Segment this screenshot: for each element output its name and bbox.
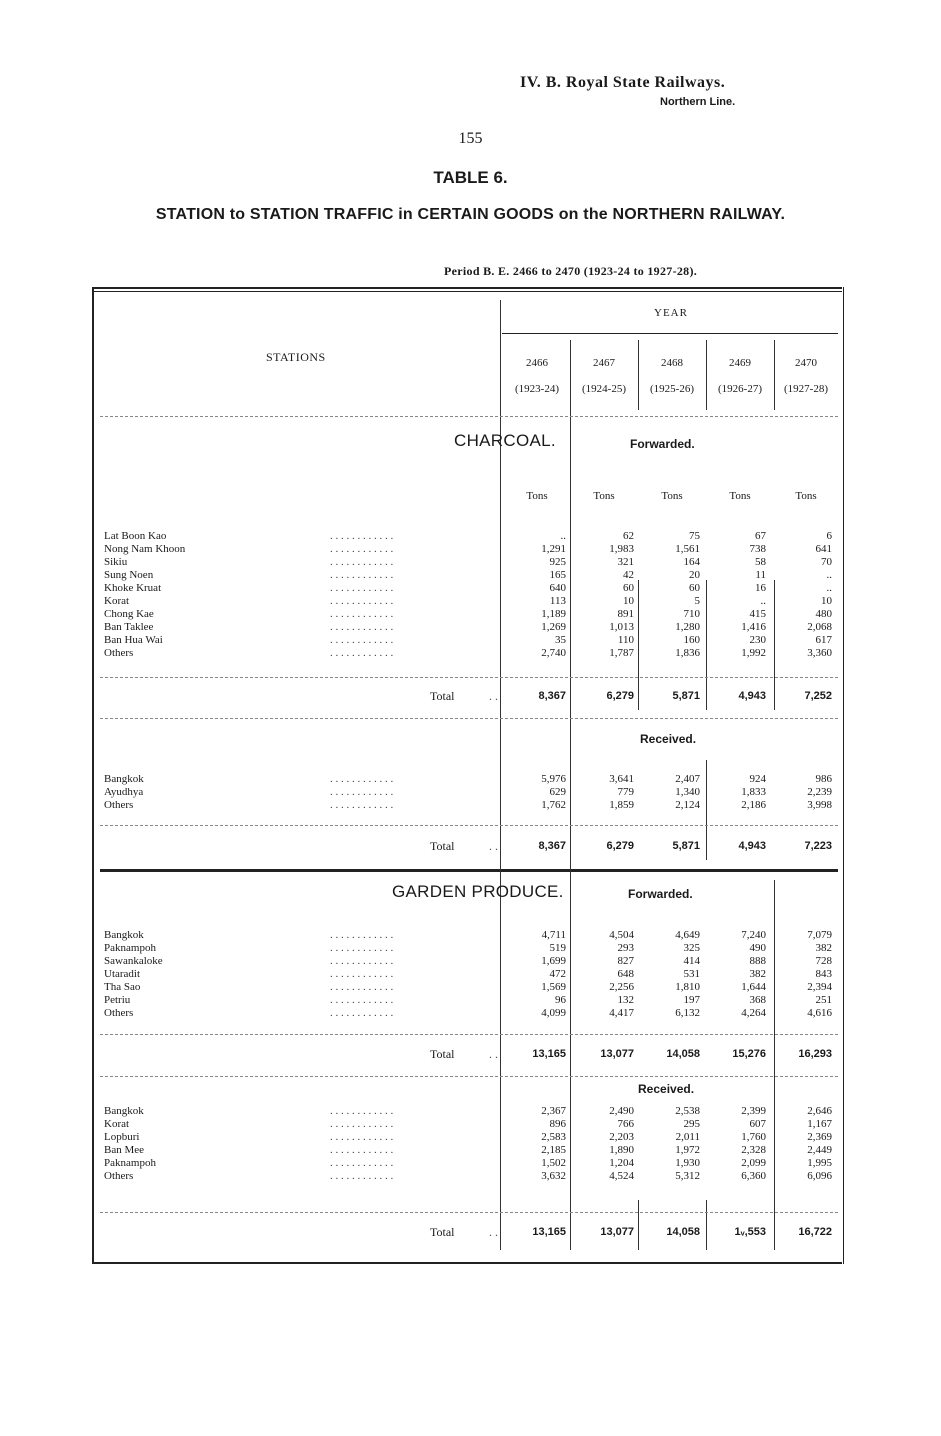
charcoal-section-title: CHARCOAL.	[454, 431, 556, 450]
leader-dots: . . . . . . . . . . . .	[330, 773, 394, 785]
tons-cell: 35	[555, 634, 566, 646]
leader-dots: . . . . . . . . . . . .	[330, 1007, 394, 1019]
station-name: Others	[104, 1007, 134, 1019]
tons-cell: 1,013	[609, 621, 634, 633]
tons-cell: 4,099	[541, 1007, 566, 1019]
table-row	[104, 608, 836, 621]
tons-cell: 5	[694, 595, 700, 607]
tons-cell: 321	[617, 556, 634, 568]
total-cell: 6,279	[606, 690, 634, 702]
column-divider	[638, 340, 639, 410]
tons-cell: 7,079	[807, 929, 832, 941]
tons-cell: 617	[815, 634, 832, 646]
total-rule	[100, 1212, 838, 1213]
leader-dots: . . . . . . . . . . . .	[330, 634, 394, 646]
leader-dots: . . . . . . . . . . . .	[330, 556, 394, 568]
stations-column-header: STATIONS	[266, 350, 326, 364]
total-cell: 14,058	[666, 1226, 700, 1238]
tons-cell: 1,204	[609, 1157, 634, 1169]
tons-cell: 6	[826, 530, 832, 542]
tons-cell: 843	[815, 968, 832, 980]
tons-cell: 766	[617, 1118, 634, 1130]
tons-cell: 11	[755, 569, 766, 581]
tons-cell: 2,449	[807, 1144, 832, 1156]
tons-cell: 2,011	[675, 1131, 700, 1143]
tons-cell: 490	[749, 942, 766, 954]
table-row	[104, 981, 836, 994]
tons-cell: 160	[683, 634, 700, 646]
station-name: Ayudhya	[104, 786, 144, 798]
tons-cell: 1,760	[741, 1131, 766, 1143]
tons-cell: 480	[815, 608, 832, 620]
tons-cell: 70	[821, 556, 832, 568]
year-header-rule	[502, 333, 838, 334]
total-cell: 13,165	[532, 1226, 566, 1238]
table-row	[104, 569, 836, 582]
tons-cell: 132	[617, 994, 634, 1006]
total-row	[104, 1224, 836, 1240]
unit-label: Tons	[795, 490, 817, 502]
total-cell: 13,165	[532, 1048, 566, 1060]
tons-cell: 5,312	[675, 1170, 700, 1182]
tons-cell: 3,632	[541, 1170, 566, 1182]
leader-dots: . . . . . . . . . . . .	[330, 647, 394, 659]
tons-cell: 2,369	[807, 1131, 832, 1143]
tons-cell: 2,394	[807, 981, 832, 993]
leader-dots: . . . . . . . . . . . .	[330, 1131, 394, 1143]
tons-cell: 6,096	[807, 1170, 832, 1182]
tons-cell: 1,992	[741, 647, 766, 659]
tons-cell: 42	[623, 569, 634, 581]
table-row	[104, 1105, 836, 1118]
tons-cell: 2,399	[741, 1105, 766, 1117]
tons-cell: 197	[683, 994, 700, 1006]
tons-cell: 738	[749, 543, 766, 555]
table-row	[104, 1144, 836, 1157]
leader-dots: . . . . . . . . . . . .	[330, 569, 394, 581]
tons-cell: 1,644	[741, 981, 766, 993]
table-top-rule-inner	[92, 291, 842, 292]
total-cell: 16,293	[798, 1048, 832, 1060]
tons-cell: 295	[683, 1118, 700, 1130]
tons-cell: 110	[617, 634, 634, 646]
table-row	[104, 942, 836, 955]
tons-cell: 96	[555, 994, 566, 1006]
tons-cell: 230	[749, 634, 766, 646]
tons-cell: 1,972	[675, 1144, 700, 1156]
leader-dots: . . . . . . . . . . . .	[330, 929, 394, 941]
tons-cell: ..	[760, 595, 766, 607]
tons-cell: 1,416	[741, 621, 766, 633]
tons-cell: 6,132	[675, 1007, 700, 1019]
tons-cell: 728	[815, 955, 832, 967]
table-row	[104, 1118, 836, 1131]
total-label: Total	[430, 1047, 455, 1061]
station-name: Sung Noen	[104, 569, 154, 581]
tons-cell: 4,616	[807, 1007, 832, 1019]
tons-cell: ..	[560, 530, 566, 542]
tons-cell: 251	[815, 994, 832, 1006]
tons-cell: 1,340	[675, 786, 700, 798]
leader-dots: . . . . . . . . . . . .	[330, 595, 394, 607]
total-cell: 13,077	[600, 1226, 634, 1238]
table-row	[104, 786, 836, 799]
leader-dots: . . . . . . . . . . . .	[330, 1170, 394, 1182]
tons-cell: 2,538	[675, 1105, 700, 1117]
total-cell: 15,276	[732, 1048, 766, 1060]
header-bottom-rule	[100, 416, 838, 417]
tons-cell: 16	[755, 582, 766, 594]
tons-cell: 1,995	[807, 1157, 832, 1169]
station-name: Petriu	[104, 994, 131, 1006]
total-cell: 7,252	[804, 690, 832, 702]
tons-cell: 113	[549, 595, 566, 607]
year-ce-label: (1926-27)	[718, 383, 762, 395]
tons-cell: 7,240	[741, 929, 766, 941]
tons-cell: 368	[749, 994, 766, 1006]
tons-cell: 4,711	[541, 929, 566, 941]
station-name: Others	[104, 799, 134, 811]
tons-cell: 896	[549, 1118, 566, 1130]
tons-cell: 2,203	[609, 1131, 634, 1143]
total-cell: 6,279	[606, 840, 634, 852]
tons-cell: 382	[815, 942, 832, 954]
tons-cell: 1,890	[609, 1144, 634, 1156]
leader-dots: . . . . . . . . . . . .	[330, 582, 394, 594]
tons-cell: 10	[623, 595, 634, 607]
year-be-label: 2470	[795, 357, 817, 369]
station-name: Others	[104, 1170, 134, 1182]
leader-dots: . . . . . . . . . . . .	[330, 942, 394, 954]
tons-cell: ..	[826, 569, 832, 581]
table-row	[104, 1131, 836, 1144]
table-row	[104, 582, 836, 595]
garden-section-title: GARDEN PRODUCE.	[392, 882, 564, 901]
tons-cell: 2,407	[675, 773, 700, 785]
station-name: Korat	[104, 595, 130, 607]
tons-cell: 640	[549, 582, 566, 594]
total-row	[104, 688, 836, 704]
leader-dots: . .	[489, 1225, 498, 1239]
tons-cell: 888	[749, 955, 766, 967]
table-title: STATION to STATION TRAFFIC in CERTAIN GOODS on the NORTHERN RAILWAY.	[155, 206, 786, 223]
tons-cell: 58	[755, 556, 766, 568]
line-subheading: Northern Line.	[660, 96, 736, 108]
tons-cell: 1,569	[541, 981, 566, 993]
tons-cell: 415	[749, 608, 766, 620]
year-ce-label: (1923-24)	[515, 383, 559, 395]
leader-dots: . . . . . . . . . . . .	[330, 968, 394, 980]
table-row	[104, 530, 836, 543]
tons-cell: 20	[689, 569, 700, 581]
total-label: Total	[430, 689, 455, 703]
year-column-header: YEAR	[654, 307, 688, 319]
total-label: Total	[430, 1225, 455, 1239]
report-heading: IV. B. Royal State Railways.	[520, 74, 726, 91]
tons-cell: 6,360	[741, 1170, 766, 1182]
leader-dots: . .	[489, 839, 498, 853]
tons-cell: 1,291	[541, 543, 566, 555]
table-row	[104, 556, 836, 569]
station-name: Others	[104, 647, 134, 659]
total-cell: 5,871	[672, 840, 700, 852]
station-name: Paknampoh	[104, 1157, 156, 1169]
leader-dots: . . . . . . . . . . . .	[330, 981, 394, 993]
tons-cell: 325	[683, 942, 700, 954]
tons-cell: 414	[683, 955, 700, 967]
leader-dots: . . . . . . . . . . . .	[330, 1118, 394, 1130]
tons-cell: 3,360	[807, 647, 832, 659]
tons-cell: 3,998	[807, 799, 832, 811]
tons-cell: 2,185	[541, 1144, 566, 1156]
tons-cell: 3,641	[609, 773, 634, 785]
tons-cell: 1,189	[541, 608, 566, 620]
leader-dots: . . . . . . . . . . . .	[330, 621, 394, 633]
tons-cell: 2,124	[675, 799, 700, 811]
tons-cell: 710	[683, 608, 700, 620]
total-cell: 16,722	[798, 1226, 832, 1238]
tons-cell: 827	[617, 955, 634, 967]
page-number: 155	[458, 130, 483, 147]
tons-cell: 779	[617, 786, 634, 798]
column-divider	[706, 340, 707, 410]
tons-cell: 629	[549, 786, 566, 798]
total-rule	[100, 825, 838, 826]
tons-cell: 2,256	[609, 981, 634, 993]
tons-cell: 648	[617, 968, 634, 980]
total-label: Total	[430, 839, 455, 853]
unit-label: Tons	[661, 490, 683, 502]
charcoal-forwarded-label: Forwarded.	[630, 437, 695, 451]
station-name: Nong Nam Khoon	[104, 543, 186, 555]
station-name: Sawankaloke	[104, 955, 163, 967]
tons-cell: 4,504	[609, 929, 634, 941]
tons-cell: 2,186	[741, 799, 766, 811]
tons-cell: 2,367	[541, 1105, 566, 1117]
tons-cell: 2,239	[807, 786, 832, 798]
tons-cell: 4,417	[609, 1007, 634, 1019]
station-name: Lopburi	[104, 1131, 140, 1143]
tons-cell: 2,099	[741, 1157, 766, 1169]
year-be-label: 2468	[661, 357, 683, 369]
tons-cell: 1,561	[675, 543, 700, 555]
station-name: Paknampoh	[104, 942, 156, 954]
tons-cell: 986	[815, 773, 832, 785]
station-name: Korat	[104, 1118, 130, 1130]
tons-cell: 1,859	[609, 799, 634, 811]
total-row	[104, 838, 836, 854]
tons-cell: 10	[821, 595, 832, 607]
tons-cell: 1,787	[609, 647, 634, 659]
table-top-rule	[92, 287, 842, 289]
table-row	[104, 634, 836, 647]
tons-cell: 382	[749, 968, 766, 980]
tons-cell: 1,930	[675, 1157, 700, 1169]
tons-cell: 2,646	[807, 1105, 832, 1117]
total-cell: 4,943	[738, 840, 766, 852]
tons-cell: 519	[549, 942, 566, 954]
leader-dots: . . . . . . . . . . . .	[330, 543, 394, 555]
total-rule	[100, 718, 838, 719]
leader-dots: . . . . . . . . . . . .	[330, 955, 394, 967]
tons-cell: 1,836	[675, 647, 700, 659]
table-row	[104, 994, 836, 1007]
table-bottom-rule	[92, 1262, 842, 1264]
table-number: TABLE 6.	[433, 168, 508, 187]
station-name: Tha Sao	[104, 981, 141, 993]
station-name: Bangkok	[104, 773, 144, 785]
total-cell: 5,871	[672, 690, 700, 702]
table-row	[104, 621, 836, 634]
tons-cell: 60	[623, 582, 634, 594]
table-row	[104, 968, 836, 981]
year-be-label: 2466	[526, 357, 548, 369]
tons-cell: 607	[749, 1118, 766, 1130]
tons-cell: 4,649	[675, 929, 700, 941]
total-cell: 13,077	[600, 1048, 634, 1060]
year-be-label: 2469	[729, 357, 751, 369]
total-rule	[100, 1034, 838, 1035]
tons-cell: 62	[623, 530, 634, 542]
leader-dots: . .	[489, 1047, 498, 1061]
tons-cell: 164	[683, 556, 700, 568]
tons-cell: 531	[683, 968, 700, 980]
tons-cell: 1,167	[807, 1118, 832, 1130]
tons-cell: 1,983	[609, 543, 634, 555]
tons-cell: 2,583	[541, 1131, 566, 1143]
tons-cell: 925	[549, 556, 566, 568]
station-name: Lat Boon Kao	[104, 530, 167, 542]
tons-cell: 472	[549, 968, 566, 980]
garden-received-label: Received.	[638, 1082, 695, 1096]
leader-dots: . . . . . . . . . . . .	[330, 530, 394, 542]
tons-cell: 2,328	[741, 1144, 766, 1156]
table-row	[104, 799, 836, 812]
year-ce-label: (1927-28)	[784, 383, 828, 395]
year-ce-label: (1924-25)	[582, 383, 626, 395]
table-row	[104, 929, 836, 942]
station-name: Bangkok	[104, 929, 144, 941]
table-row	[104, 595, 836, 608]
station-name: Sikiu	[104, 556, 128, 568]
tons-cell: 2,740	[541, 647, 566, 659]
column-divider	[774, 340, 775, 410]
year-ce-label: (1925-26)	[650, 383, 694, 395]
charcoal-received-label: Received.	[640, 732, 697, 746]
leader-dots: . . . . . . . . . . . .	[330, 994, 394, 1006]
total-cell: 1ᵥ,553	[734, 1226, 766, 1238]
tons-cell: 75	[689, 530, 700, 542]
tons-cell: 1,810	[675, 981, 700, 993]
table-row	[104, 647, 836, 660]
unit-label: Tons	[526, 490, 548, 502]
year-be-label: 2467	[593, 357, 615, 369]
total-cell: 7,223	[804, 840, 832, 852]
tons-cell: 1,833	[741, 786, 766, 798]
tons-cell: 891	[617, 608, 634, 620]
tons-cell: 4,264	[741, 1007, 766, 1019]
tons-cell: 1,502	[541, 1157, 566, 1169]
station-name: Chong Kae	[104, 608, 154, 620]
unit-label: Tons	[729, 490, 751, 502]
total-cell: 14,058	[666, 1048, 700, 1060]
total-rule	[100, 1076, 838, 1077]
table-row	[104, 955, 836, 968]
unit-label: Tons	[593, 490, 615, 502]
station-name: Ban Hua Wai	[104, 634, 163, 646]
tons-cell: 1,269	[541, 621, 566, 633]
tons-cell: 60	[689, 582, 700, 594]
table-row	[104, 773, 836, 786]
table-row	[104, 543, 836, 556]
total-cell: 8,367	[538, 690, 566, 702]
tons-cell: 2,068	[807, 621, 832, 633]
station-name: Ban Mee	[104, 1144, 145, 1156]
total-rule	[100, 677, 838, 678]
total-cell: 8,367	[538, 840, 566, 852]
table-row	[104, 1170, 836, 1183]
total-row	[104, 1046, 836, 1062]
tons-cell: 924	[749, 773, 766, 785]
tons-cell: 1,280	[675, 621, 700, 633]
period-caption: Period B. E. 2466 to 2470 (1923-24 to 1927-28).	[444, 264, 698, 278]
leader-dots: . . . . . . . . . . . .	[330, 1144, 394, 1156]
leader-dots: . . . . . . . . . . . .	[330, 1157, 394, 1169]
station-name: Ban Taklee	[104, 621, 154, 633]
leader-dots: . . . . . . . . . . . .	[330, 1105, 394, 1117]
tons-cell: ..	[826, 582, 832, 594]
garden-forwarded-label: Forwarded.	[628, 887, 693, 901]
leader-dots: . . . . . . . . . . . .	[330, 608, 394, 620]
station-name: Utaradit	[104, 968, 141, 980]
table-row	[104, 1157, 836, 1170]
tons-cell: 165	[549, 569, 566, 581]
total-cell: 4,943	[738, 690, 766, 702]
tons-cell: 293	[617, 942, 634, 954]
tons-cell: 641	[815, 543, 832, 555]
leader-dots: . . . . . . . . . . . .	[330, 786, 394, 798]
leader-dots: . . . . . . . . . . . .	[330, 799, 394, 811]
station-name: Bangkok	[104, 1105, 144, 1117]
leader-dots: . .	[489, 689, 498, 703]
tons-cell: 5,976	[541, 773, 566, 785]
tons-cell: 2,490	[609, 1105, 634, 1117]
tons-cell: 1,699	[541, 955, 566, 967]
tons-cell: 67	[755, 530, 766, 542]
table-row	[104, 1007, 836, 1020]
tons-cell: 4,524	[609, 1170, 634, 1182]
section-divider	[100, 869, 838, 872]
tons-cell: 1,762	[541, 799, 566, 811]
station-name: Khoke Kruat	[104, 582, 162, 594]
